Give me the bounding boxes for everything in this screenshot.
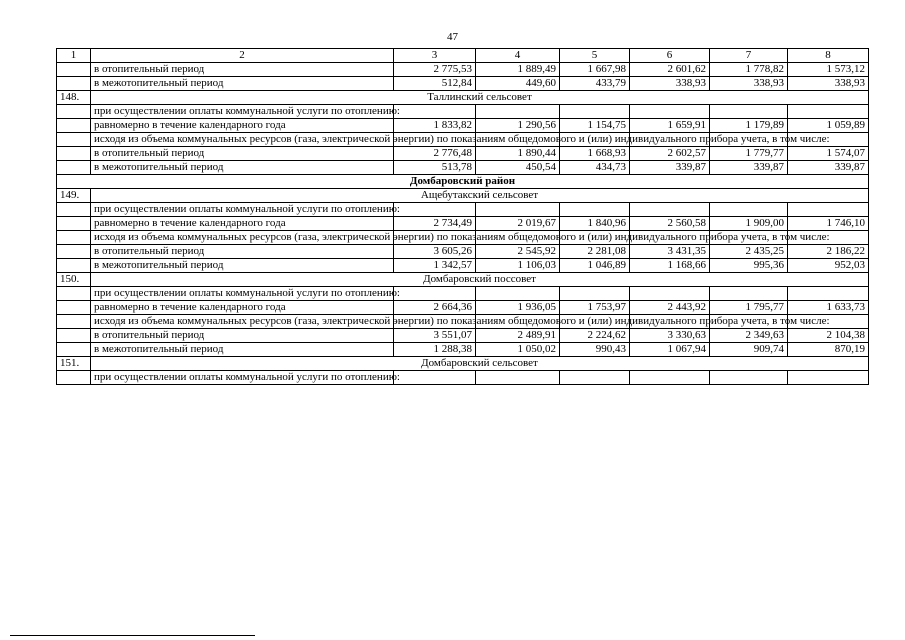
settlement-header-row: [57, 273, 869, 287]
value-cell: 338,93: [630, 77, 710, 91]
table-row: [57, 301, 869, 315]
value-cell: 1 633,73: [788, 301, 869, 315]
value-cell: 1 936,05: [476, 301, 560, 315]
row-label: при осуществлении оплаты коммунальной услуги по отоплению:: [91, 105, 394, 119]
settlement-name: Таллинский сельсовет: [91, 91, 869, 105]
value-cell: [394, 203, 476, 217]
value-cell: 2 349,63: [710, 329, 788, 343]
value-cell: 995,36: [710, 259, 788, 273]
row-number-cell: [57, 315, 91, 329]
row-label: исходя из объема коммунальных ресурсов (газа, электрической энергии) по показаниям общедомового и (или) индивидуального прибора учета, в том числе:: [91, 133, 394, 147]
section-number: 150.: [57, 273, 91, 287]
tariff-table: [56, 48, 869, 385]
value-cell: 1 659,91: [630, 119, 710, 133]
value-cell: 339,87: [710, 161, 788, 175]
row-label: при осуществлении оплаты коммунальной услуги по отоплению:: [91, 287, 394, 301]
table-row: [57, 217, 869, 231]
table-row: [57, 203, 869, 217]
value-cell: [788, 371, 869, 385]
value-cell: 1 890,44: [476, 147, 560, 161]
value-cell: 449,60: [476, 77, 560, 91]
value-cell: 2 775,53: [394, 63, 476, 77]
row-number-cell: [57, 77, 91, 91]
value-cell: 1 290,56: [476, 119, 560, 133]
value-cell: 1 573,12: [788, 63, 869, 77]
row-label: в отопительный период: [91, 245, 394, 259]
value-cell: [560, 287, 630, 301]
value-cell: [394, 105, 476, 119]
value-cell: 1 840,96: [560, 217, 630, 231]
row-number-cell: [57, 63, 91, 77]
value-cell: [710, 203, 788, 217]
row-label: в межотопительный период: [91, 77, 394, 91]
value-cell: [788, 105, 869, 119]
value-cell: 2 545,92: [476, 245, 560, 259]
row-label: равномерно в течение календарного года: [91, 119, 394, 133]
value-cell: 3 605,26: [394, 245, 476, 259]
value-cell: 952,03: [788, 259, 869, 273]
district-name: Домбаровский район: [57, 175, 869, 189]
row-number-cell: [57, 329, 91, 343]
value-cell: 1 106,03: [476, 259, 560, 273]
value-cell: 338,93: [710, 77, 788, 91]
table-row: [57, 245, 869, 259]
value-cell: 3 431,35: [630, 245, 710, 259]
settlement-name: Ащебутакский сельсовет: [91, 189, 869, 203]
value-cell: 433,79: [560, 77, 630, 91]
row-number-cell: [57, 161, 91, 175]
table-row: [57, 231, 869, 245]
value-cell: 2 602,57: [630, 147, 710, 161]
table-row: [57, 133, 869, 147]
value-cell: 434,73: [560, 161, 630, 175]
value-cell: 339,87: [788, 161, 869, 175]
row-number-cell: [57, 343, 91, 357]
row-label: равномерно в течение календарного года: [91, 217, 394, 231]
row-number-cell: [57, 287, 91, 301]
row-number-cell: [57, 245, 91, 259]
footer-separator-line: [10, 635, 255, 636]
value-cell: [476, 203, 560, 217]
value-cell: [630, 371, 710, 385]
table-row: [57, 287, 869, 301]
table-row: [57, 315, 869, 329]
row-number-cell: [57, 147, 91, 161]
column-header: 3: [394, 49, 476, 63]
value-cell: 1 668,93: [560, 147, 630, 161]
row-number-cell: [57, 301, 91, 315]
value-cell: 1 574,07: [788, 147, 869, 161]
row-number-cell: [57, 259, 91, 273]
row-label: при осуществлении оплаты коммунальной услуги по отоплению:: [91, 371, 394, 385]
table-row: [57, 343, 869, 357]
value-cell: [710, 105, 788, 119]
column-number-header-row: [57, 49, 869, 63]
value-cell: 1 753,97: [560, 301, 630, 315]
value-cell: 2 186,22: [788, 245, 869, 259]
table-row: [57, 161, 869, 175]
value-cell: 339,87: [630, 161, 710, 175]
row-label: исходя из объема коммунальных ресурсов (газа, электрической энергии) по показаниям общедомового и (или) индивидуального прибора учета, в том числе:: [91, 231, 394, 245]
value-cell: 1 046,89: [560, 259, 630, 273]
column-header: 5: [560, 49, 630, 63]
value-cell: 2 560,58: [630, 217, 710, 231]
value-cell: [476, 371, 560, 385]
value-cell: [394, 371, 476, 385]
value-cell: [476, 287, 560, 301]
value-cell: 990,43: [560, 343, 630, 357]
value-cell: 513,78: [394, 161, 476, 175]
table-row: [57, 147, 869, 161]
value-cell: [630, 203, 710, 217]
row-label: равномерно в течение календарного года: [91, 301, 394, 315]
value-cell: 2 435,25: [710, 245, 788, 259]
value-cell: 1 168,66: [630, 259, 710, 273]
value-cell: 1 833,82: [394, 119, 476, 133]
column-header: 7: [710, 49, 788, 63]
value-cell: [710, 371, 788, 385]
value-cell: 1 342,57: [394, 259, 476, 273]
value-cell: [788, 287, 869, 301]
value-cell: 1 779,77: [710, 147, 788, 161]
table-row: [57, 259, 869, 273]
value-cell: 3 330,63: [630, 329, 710, 343]
table-row: [57, 77, 869, 91]
value-cell: 909,74: [710, 343, 788, 357]
column-header: 1: [57, 49, 91, 63]
row-number-cell: [57, 133, 91, 147]
value-cell: 512,84: [394, 77, 476, 91]
value-cell: 1 909,00: [710, 217, 788, 231]
row-label: в отопительный период: [91, 329, 394, 343]
page-number: 47: [447, 31, 458, 43]
column-header: 6: [630, 49, 710, 63]
value-cell: 1 667,98: [560, 63, 630, 77]
column-header: 2: [91, 49, 394, 63]
value-cell: [630, 105, 710, 119]
row-number-cell: [57, 203, 91, 217]
value-cell: 1 889,49: [476, 63, 560, 77]
section-number: 149.: [57, 189, 91, 203]
column-header: 8: [788, 49, 869, 63]
settlement-header-row: [57, 357, 869, 371]
value-cell: 450,54: [476, 161, 560, 175]
value-cell: [630, 287, 710, 301]
value-cell: 2 281,08: [560, 245, 630, 259]
value-cell: 1 059,89: [788, 119, 869, 133]
section-number: 151.: [57, 357, 91, 371]
value-cell: 870,19: [788, 343, 869, 357]
value-cell: 2 443,92: [630, 301, 710, 315]
settlement-name: Домбаровский поссовет: [91, 273, 869, 287]
value-cell: [788, 203, 869, 217]
row-label: в отопительный период: [91, 63, 394, 77]
value-cell: [560, 105, 630, 119]
value-cell: 2 776,48: [394, 147, 476, 161]
value-cell: 338,93: [788, 77, 869, 91]
value-cell: 2 224,62: [560, 329, 630, 343]
row-number-cell: [57, 105, 91, 119]
value-cell: [476, 105, 560, 119]
row-label: в отопительный период: [91, 147, 394, 161]
row-label: в межотопительный период: [91, 161, 394, 175]
column-header: 4: [476, 49, 560, 63]
row-label: в межотопительный период: [91, 343, 394, 357]
row-label: при осуществлении оплаты коммунальной услуги по отоплению:: [91, 203, 394, 217]
table-row: [57, 63, 869, 77]
value-cell: [394, 287, 476, 301]
settlement-header-row: [57, 189, 869, 203]
value-cell: 1 154,75: [560, 119, 630, 133]
section-number: 148.: [57, 91, 91, 105]
value-cell: [710, 287, 788, 301]
value-cell: 2 601,62: [630, 63, 710, 77]
row-number-cell: [57, 119, 91, 133]
value-cell: 1 795,77: [710, 301, 788, 315]
value-cell: [560, 371, 630, 385]
table-row: [57, 119, 869, 133]
value-cell: 2 734,49: [394, 217, 476, 231]
settlement-name: Домбаровский сельсовет: [91, 357, 869, 371]
row-number-cell: [57, 371, 91, 385]
value-cell: 3 551,07: [394, 329, 476, 343]
value-cell: 1 288,38: [394, 343, 476, 357]
table-row: [57, 105, 869, 119]
value-cell: 1 179,89: [710, 119, 788, 133]
table-row: [57, 371, 869, 385]
row-label: в межотопительный период: [91, 259, 394, 273]
row-number-cell: [57, 217, 91, 231]
row-label: исходя из объема коммунальных ресурсов (газа, электрической энергии) по показаниям общедомового и (или) индивидуального прибора учета, в том числе:: [91, 315, 394, 329]
row-number-cell: [57, 231, 91, 245]
table-row: [57, 329, 869, 343]
value-cell: 1 067,94: [630, 343, 710, 357]
settlement-header-row: [57, 91, 869, 105]
value-cell: 1 050,02: [476, 343, 560, 357]
district-header-row: [57, 175, 869, 189]
value-cell: 2 104,38: [788, 329, 869, 343]
value-cell: 1 746,10: [788, 217, 869, 231]
value-cell: [560, 203, 630, 217]
value-cell: 2 019,67: [476, 217, 560, 231]
value-cell: 1 778,82: [710, 63, 788, 77]
value-cell: 2 664,36: [394, 301, 476, 315]
value-cell: 2 489,91: [476, 329, 560, 343]
